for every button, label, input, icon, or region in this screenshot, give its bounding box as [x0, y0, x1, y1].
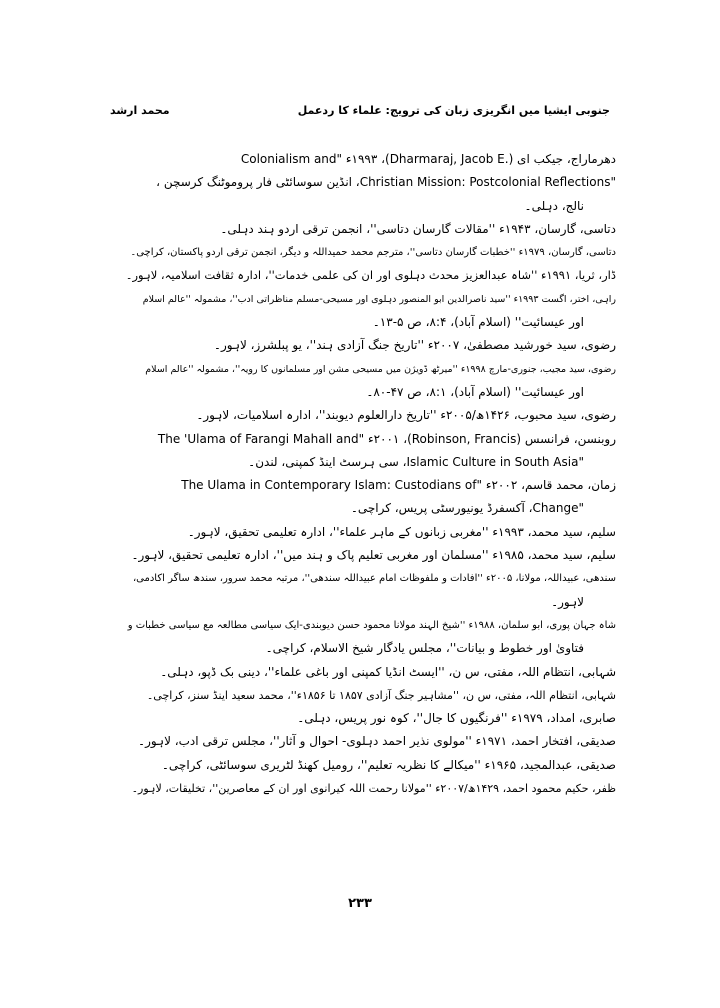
reference-text: ظفر، حکیم محمود احمد، ۱۴۲۹ھ/۲۰۰۷ء ''مولانا رحمت اللہ کیرانوی اور ان کے معاصرین''، تخلیقات، لاہور۔ — [131, 782, 616, 796]
reference-text: "Christian Mission: Postcolonial Reflections، انڈین سوسائٹی فار پروموٹنگ کرسچن ، — [156, 175, 616, 190]
reference-text: "Islamic Culture in South Asia، سی ہرسٹ اینڈ کمپنی، لندن۔ — [248, 454, 584, 469]
reference-line — [126, 381, 616, 404]
header-title: جنوبی ایشیا میں انگریزی زبان کی ترویج: علماء کا ردعمل — [297, 104, 610, 117]
reference-text: شاہ جہان پوری، ابو سلمان، ۱۹۸۸ء ''شیخ الہند مولانا محمود حسن دیوبندی-ایک سیاسی مطالعہ مع سیاسی خطبات و — [127, 619, 616, 631]
reference-text: "Change، آکسفرڈ یونیورسٹی پریس، کراچی۔ — [350, 501, 584, 516]
reference-text: سندھی، عبیداللہ، مولانا، ۲۰۰۵ء ''افادات و ملفوظات امام عبیداللہ سندھی''، مرتبہ محمد سرور، سندھ ساگر اکادمی، — [132, 573, 616, 585]
reference-line — [126, 637, 616, 660]
reference-line — [126, 497, 616, 520]
reference-text: صابری، امداد، ۱۹۷۹ء ''فرنگیوں کا جال''، کوہ نور پریس، دہلی۔ — [297, 711, 616, 726]
reference-text: رضوی، سید خورشید مصطفیٰ، ۲۰۰۷ء ''تاریخ جنگ آزادی ہند''، یو پبلشرز، لاہور۔ — [213, 338, 616, 353]
reference-text: سلیم، سید محمد، ۱۹۹۳ء ''مغربی زبانوں کے ماہر علماء''، ادارہ تعلیمی تحقیق، لاہور۔ — [187, 524, 616, 539]
reference-text: دتاسی، گارسان، ۱۹۷۹ء ''خطبات گارسان دتاسی''، مترجم محمد حمیداللہ و دیگر، انجمن ترقی اردو پاکستان، کراچی۔ — [130, 247, 616, 259]
reference-text: اور عیسائیت'' (اسلام آباد)، ۸:۱، ص ۴۷-۸۰۔ — [366, 384, 584, 399]
reference-text: فتاویٰ اور خطوط و بیانات''، مجلس یادگار شیخ الاسلام، کراچی۔ — [265, 641, 584, 656]
reference-line — [126, 684, 616, 707]
reference-text: دھرماراج، جیکب ای (.Dharmaraj, Jacob E)، ۱۹۹۳ء "Colonialism and — [240, 152, 616, 166]
reference-line — [126, 311, 616, 334]
reference-line — [126, 730, 616, 753]
reference-text: ڈار، ثریا، ۱۹۹۱ء ''شاہ عبدالعزیز محدث دہلوی اور ان کی علمی خدمات''، ادارہ ثقافت اسلامیہ، لاہور۔ — [126, 268, 616, 283]
reference-line — [126, 171, 616, 194]
reference-text: لاہور۔ — [551, 594, 584, 609]
page-number: ۲۳۳ — [348, 896, 372, 911]
reference-text: روبنسن، فرانسس (Robinson, Francis)، ۲۰۰۱ء "The 'Ulama of Farangi Mahall and — [157, 431, 616, 446]
reference-text: نالج، دہلی۔ — [524, 198, 584, 213]
reference-line — [126, 404, 616, 427]
reference-line — [126, 521, 616, 544]
reference-text: شہابی، انتظام اللہ، مفتی، س ن، ''مشاہیر جنگ آزادی ۱۸۵۷ تا ۱۸۵۶ء''، محمد سعید اینڈ سنز، کراچی۔ — [146, 688, 616, 702]
reference-line — [126, 428, 616, 451]
reference-text: زمان، محمد قاسم، ۲۰۰۲ء "The Ulama in Contemporary Islam: Custodians of — [181, 478, 616, 493]
running-header — [110, 104, 610, 122]
reference-line — [126, 358, 616, 381]
reference-line — [126, 614, 616, 637]
reference-text: اور عیسائیت'' (اسلام آباد)، ۸:۴، ص ۵-۱۳۔ — [372, 315, 584, 330]
reference-line — [126, 334, 616, 357]
reference-line — [126, 218, 616, 241]
bibliography — [126, 148, 616, 800]
reference-text: دتاسی، گارسان، ۱۹۴۳ء ''مقالات گارسان دتاسی''، انجمن ترقی اردو ہند دہلی۔ — [220, 221, 616, 236]
reference-line — [126, 241, 616, 264]
reference-text: صدیقی، عبدالمجید، ۱۹۶۵ء ''میکالے کا نظریہ تعلیم''، رومیل کھنڈ لٹریری سوسائٹی، کراچی۔ — [161, 757, 616, 772]
reference-line — [126, 544, 616, 567]
reference-line — [126, 707, 616, 730]
reference-text: سلیم، سید محمد، ۱۹۸۵ء ''مسلمان اور مغربی تعلیم پاک و ہند میں''، ادارہ تعلیمی تحقیق، لاہور۔ — [131, 548, 616, 563]
reference-text: رضوی، سید مجیب، جنوری-مارچ ۱۹۹۸ء ''میرٹھ ڈویژن میں مسیحی مشن اور مسلمانوں کا رویہ''، مشمولہ ''عالم اسلام — [145, 363, 616, 375]
reference-line — [126, 661, 616, 684]
header-author: محمد ارشد — [110, 104, 170, 117]
reference-line — [126, 195, 616, 218]
reference-line — [126, 148, 616, 171]
reference-line — [126, 567, 616, 590]
reference-text: راہی، اختر، اگست ۱۹۹۳ء ''سید ناصرالدین ابو المنصور دہلوی اور مسیحی-مسلم مناظراتی ادب''، مشمولہ ''عالم اسلام — [142, 293, 616, 305]
reference-line — [126, 474, 616, 497]
reference-line — [126, 264, 616, 287]
reference-line — [126, 754, 616, 777]
reference-line — [126, 288, 616, 311]
reference-text: صدیقی، افتخار احمد، ۱۹۷۱ء ''مولوی نذیر احمد دہلوی- احوال و آثار''، مجلس ترقی ادب، لاہور۔ — [138, 734, 616, 749]
reference-text: رضوی، سید محبوب، ۱۴۲۶ھ/۲۰۰۵ء ''تاریخ دارالعلوم دیوبند''، ادارہ اسلامیات، لاہور۔ — [196, 408, 616, 423]
reference-line — [126, 451, 616, 474]
reference-line — [126, 777, 616, 800]
reference-line — [126, 591, 616, 614]
reference-text: شہابی، انتظام اللہ، مفتی، س ن، ''ایسٹ انڈیا کمپنی اور باغی علماء''، دینی بک ڈپو، دہلی۔ — [160, 664, 616, 679]
